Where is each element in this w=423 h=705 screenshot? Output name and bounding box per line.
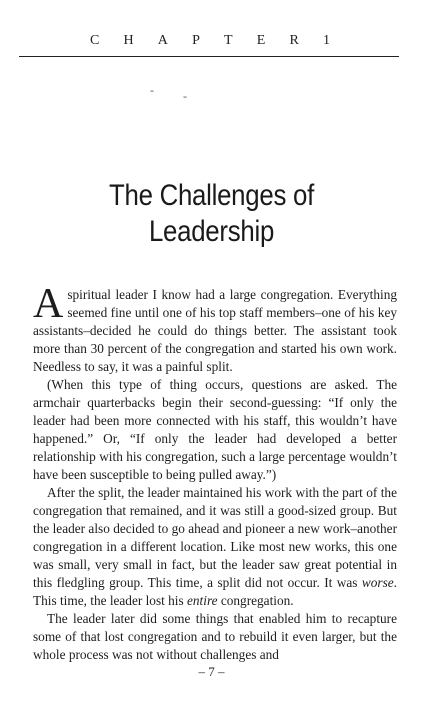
chapter-letter: C [90, 33, 100, 48]
paragraph-3-text: . This time, the leader lost his [33, 575, 397, 608]
paragraph-1 [33, 281, 397, 376]
chapter-letter: P [192, 33, 200, 48]
ornament-mark: - [150, 83, 154, 97]
paragraph-4 [33, 610, 397, 664]
body-text [33, 281, 397, 664]
paragraph-3-text: After the split, the leader maintained his work with the part of the congregation that remained, and it was still a good-sized group. But the leader also decided to go ahead and pioneer a new work–another congregation in a different location. Like most new works, this one was small, very small in fact, but the leader saw great potential in this fledgling group. This time, a split did not occur. It was [33, 485, 397, 590]
ornament-mark: - [183, 89, 187, 103]
header-rule [19, 56, 399, 57]
chapter-letter: T [224, 33, 233, 48]
emphasis-entire: entire [187, 593, 218, 608]
paragraph-4-text: The leader later did some things that enabled him to recapture some of that lost congregation and to rebuild it even larger, but the whole process was not without challenges and [33, 611, 397, 662]
paragraph-3-text: congregation. [217, 593, 294, 608]
chapter-title [30, 178, 394, 250]
chapter-title-line-2: Leadership [148, 215, 275, 248]
chapter-letter: R [289, 33, 299, 48]
paragraph-3 [33, 484, 397, 610]
chapter-letter: H [123, 33, 134, 48]
emphasis-worse: worse [361, 575, 394, 590]
chapter-header [90, 33, 330, 49]
drop-cap: A [33, 281, 64, 327]
paragraph-2 [33, 376, 397, 484]
chapter-title-line-1: The Challenges of [108, 179, 315, 212]
chapter-letter: E [256, 33, 266, 48]
page-number: – 7 – [198, 664, 225, 679]
chapter-number: 1 [322, 33, 330, 48]
paragraph-1-text: spiritual leader I know had a large congregation. Everything seemed fine until one of his top staff members–one of his key assistants–decided he could do things better. The assistant took more than 30 percent of the congregation and started his own work. Needless to say, it was a painful split. [33, 287, 397, 374]
paragraph-2-text: (When this type of thing occurs, questions are asked. The armchair quarterbacks begin their second-guessing: “If only the leader had been more connected with his staff, this wouldn’t have happened.” Or, “If only the leader had developed a better relationship with his congregation, such a large percentage wouldn’t have been susceptible to being pulled away.”) [33, 377, 397, 482]
chapter-letter: A [157, 33, 168, 48]
